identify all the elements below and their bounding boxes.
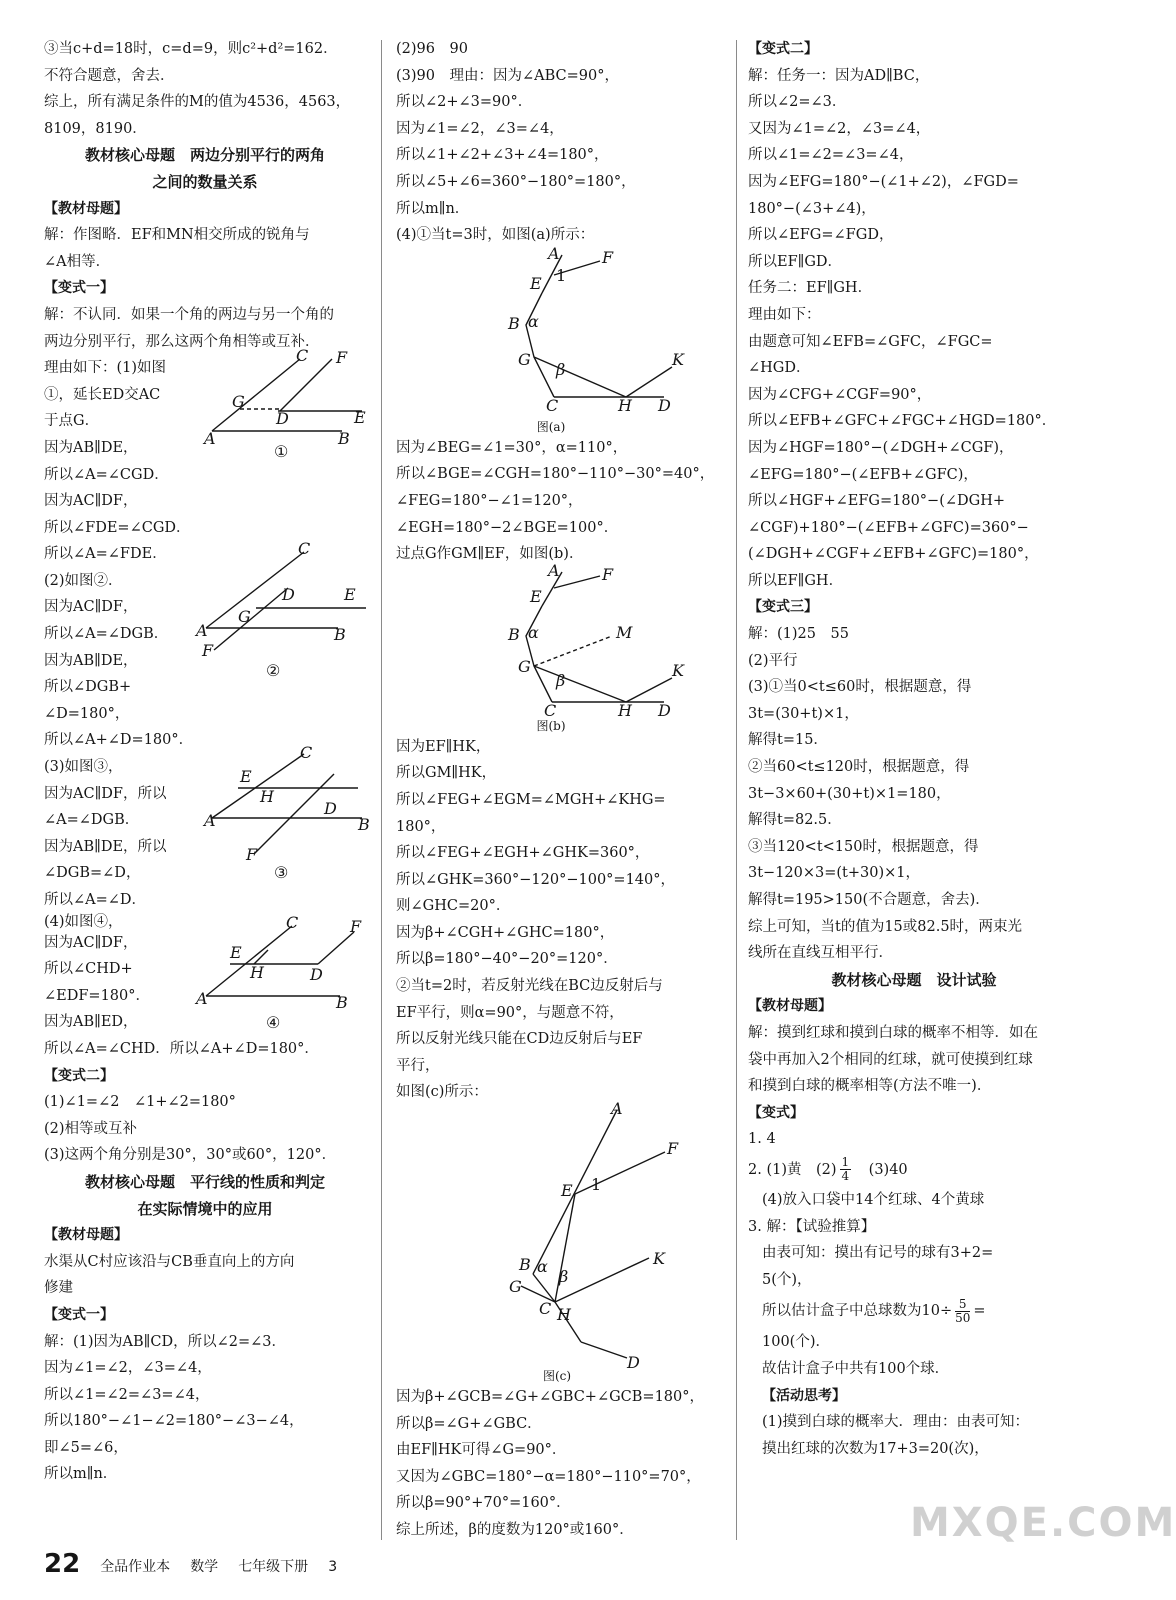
svg-text:E: E	[561, 1181, 573, 1201]
svg-text:C: C	[286, 912, 299, 932]
subsection-label: 【教材母题】	[748, 998, 832, 1015]
text-line: 解：(1)因为AB∥CD，所以∠2=∠3．	[44, 1333, 286, 1350]
svg-text:C: C	[539, 1299, 552, 1319]
text-line: 所以∠FEG+∠EGM=∠MGH+∠KHG=	[396, 791, 666, 808]
text-span: 2. (1)黄 (2)	[748, 1161, 837, 1178]
svg-text:F: F	[602, 247, 614, 267]
svg-text:E: E	[530, 586, 542, 606]
svg-text:α: α	[528, 622, 539, 642]
text-line: 因为∠EFG=180°−(∠1+∠2)，∠FGD=	[748, 173, 1019, 190]
column-middle	[396, 36, 726, 1544]
svg-text:D: D	[627, 1353, 640, 1373]
text-line: 因为AC∥DF，所以	[44, 785, 167, 802]
section-heading: 教材核心母题 两边分别平行的两角	[84, 146, 325, 165]
figure-block-4	[44, 914, 366, 1036]
text-line: 故估计盒子中共有100个球．	[762, 1360, 950, 1377]
svg-text:H: H	[557, 1305, 571, 1325]
text-line: 3t=(30+t)×1，	[748, 705, 859, 722]
text-line: (2)96 90	[396, 41, 468, 57]
grade-label: 七年级下册	[238, 1559, 309, 1575]
text-line: 水渠从C村应该沿与CB垂直向上的方向	[44, 1253, 295, 1270]
text-line: (3)如图③，	[44, 759, 123, 776]
text-line: 解得t=195>150(不合题意，舍去)．	[748, 892, 990, 908]
section-heading: 教材核心母题 设计试验	[831, 970, 997, 989]
svg-text:B: B	[334, 624, 346, 644]
text-line: ∠D=180°，	[44, 705, 130, 722]
text-line: 和摸到白球的概率相等(方法不唯一)．	[748, 1078, 992, 1095]
svg-text:A: A	[548, 243, 560, 263]
text-line: 所以∠2+∠3=90°．	[396, 94, 533, 111]
text-line: 综上，所有满足条件的M的值为4536，4563，	[44, 94, 351, 111]
text-line: 解：作图略．EF和MN相交所成的锐角与	[44, 227, 310, 244]
svg-text:A: A	[196, 988, 208, 1008]
text-line: 因为β+∠GCB=∠G+∠GBC+∠GCB=180°，	[396, 1389, 705, 1406]
text-line: 修建	[44, 1280, 73, 1297]
svg-text:1: 1	[591, 1175, 602, 1195]
figure-caption: 图(a)	[536, 419, 566, 434]
text-line: 所以∠EFG=∠FGD，	[748, 227, 894, 244]
text-line: ③当120<t<150时，根据题意，得	[748, 838, 979, 855]
text-line: 所以∠5+∠6=360°−180°=180°，	[396, 173, 636, 190]
svg-text:B: B	[508, 313, 520, 333]
text-line: 所以∠1=∠2=∠3=∠4，	[748, 147, 914, 164]
text-line: ∠A=∠DGB．	[44, 812, 140, 829]
svg-text:β: β	[559, 1267, 569, 1287]
svg-text:H: H	[250, 962, 264, 982]
text-line: 由题意可知∠EFB=∠GFC，∠FGC=	[748, 333, 993, 350]
text-line: ∠CGF)+180°−(∠EFB+∠GFC)=360°−	[748, 519, 1029, 536]
text-line: 因为∠1=∠2，∠3=∠4，	[396, 120, 564, 137]
text-line: 因为AC∥DF，	[44, 493, 138, 510]
text-line: 线所在直线互相平行．	[748, 945, 893, 962]
svg-text:G: G	[232, 392, 245, 412]
svg-text:H: H	[260, 787, 274, 807]
text-line: 180°，	[396, 818, 446, 835]
text-line: (3)这两个角分别是30°，30°或60°，120°．	[44, 1147, 337, 1164]
text-line: (1)摸到白球的概率大．理由：由表可知：	[762, 1414, 1030, 1431]
svg-text:β: β	[556, 359, 566, 379]
text-line: 8109，8190．	[44, 120, 147, 137]
text-line: (3)90 理由：因为∠ABC=90°，	[396, 67, 619, 84]
text-line: 袋中再加入2个相同的红球，就可使摸到红球	[748, 1051, 1033, 1068]
text-line: ∠EDF=180°．	[44, 987, 150, 1004]
svg-text:M: M	[616, 622, 633, 642]
subsection-label: 【教材母题】	[44, 1227, 128, 1244]
text-line: 因为∠1=∠2，∠3=∠4，	[44, 1360, 212, 1377]
svg-text:K: K	[653, 1249, 665, 1269]
svg-text:C: C	[300, 743, 313, 763]
text-line: 因为AB∥DE，	[44, 652, 138, 669]
text-line: 理由如下：	[748, 306, 821, 323]
svg-text:A: A	[204, 811, 216, 831]
svg-text:F: F	[667, 1139, 679, 1159]
text-line: 所以∠DGB+	[44, 679, 132, 696]
fraction-denominator: 50	[955, 1310, 971, 1325]
subsection-label: 【变式一】	[44, 1306, 114, 1323]
text-line: 理由如下：(1)如图	[44, 360, 167, 377]
svg-text:B: B	[336, 992, 348, 1012]
text-line: 解：(1)25 55	[748, 626, 849, 643]
svg-text:C: C	[544, 700, 557, 720]
page-number: 22	[44, 1549, 81, 1579]
text-line: 所以∠2=∠3．	[748, 94, 847, 111]
text-line: 综上所述，β的度数为120°或160°．	[396, 1522, 634, 1538]
text-line: ①，延长ED交AC	[44, 386, 161, 403]
text-line: 解得t=82.5．	[748, 812, 842, 829]
text-line: (2)平行	[748, 652, 798, 669]
svg-text:B: B	[508, 624, 520, 644]
text-line: 因为AB∥ED，	[44, 1014, 138, 1031]
svg-text:D: D	[324, 799, 337, 819]
svg-text:β: β	[556, 670, 566, 690]
text-line: 综上可知，当t的值为15或82.5时，两束光	[748, 918, 1023, 935]
page-footer	[44, 1546, 337, 1578]
text-line: 又因为∠GBC=180°−α=180°−110°=70°，	[396, 1468, 701, 1485]
text-line: (4)如图④，	[44, 913, 123, 930]
figure-2-diagram	[194, 538, 370, 682]
text-line: 所以β=∠G+∠GBC．	[396, 1415, 542, 1432]
column-divider-1	[381, 40, 382, 1540]
text-line: (2)相等或互补	[44, 1120, 138, 1137]
text-line: 所以∠A+∠D=180°．	[44, 732, 194, 749]
svg-text:E: E	[240, 767, 252, 787]
text-line: (2)如图②．	[44, 572, 123, 589]
text-line: 所以∠1=∠2=∠3=∠4，	[44, 1386, 210, 1403]
footer-number: 3	[328, 1559, 338, 1575]
fraction-numerator: 1	[841, 1155, 850, 1170]
svg-text:E: E	[530, 273, 542, 293]
svg-text:C: C	[296, 346, 309, 366]
section-heading: 教材核心母题 平行线的性质和判定	[84, 1172, 325, 1191]
book-title: 全品作业本	[100, 1559, 171, 1575]
text-line: ③当c+d=18时，c=d=9，则c²+d²=162．	[44, 41, 338, 57]
section-heading: 在实际情境中的应用	[137, 1199, 273, 1218]
svg-text:E: E	[230, 942, 242, 962]
svg-text:③: ③	[274, 863, 289, 883]
svg-text:B: B	[358, 815, 370, 835]
subsection-label: 【教材母题】	[44, 200, 128, 217]
text-line: 所以∠EFB+∠GFC+∠FGC+∠HGD=180°．	[748, 413, 1057, 430]
svg-text:H: H	[618, 700, 632, 720]
text-line: 1. 4	[748, 1131, 776, 1148]
text-line: 则∠GHC=20°．	[396, 898, 511, 915]
svg-text:A: A	[548, 560, 560, 580]
column-left	[44, 36, 370, 1488]
text-line: 所以m∥n．	[396, 200, 470, 217]
fraction-numerator: 5	[955, 1298, 970, 1312]
text-line: ∠DGB=∠D，	[44, 865, 141, 882]
text-line: 不符合题意，舍去．	[44, 67, 175, 84]
svg-text:F: F	[350, 916, 362, 936]
svg-text:B: B	[519, 1255, 531, 1275]
svg-text:G: G	[509, 1277, 522, 1297]
figure-block-1	[44, 346, 366, 568]
text-span: (3)40	[854, 1161, 908, 1178]
text-line: 所以反射光线只能在CD边反射后与EF	[396, 1031, 643, 1048]
text-line: ∠HGD．	[748, 360, 811, 377]
figure-1-diagram	[204, 346, 370, 462]
text-line: 解：摸到红球和摸到白球的概率不相等．如在	[748, 1024, 1038, 1041]
text-line-with-fraction	[748, 1153, 1080, 1187]
text-line: 所以∠FEG+∠EGH+∠GHK=360°，	[396, 845, 650, 862]
text-line: (3)①当0<t≤60时，根据题意，得	[748, 679, 972, 696]
text-line: 因为β+∠CGH+∠GHC=180°，	[396, 924, 615, 941]
svg-text:D: D	[658, 700, 671, 720]
svg-text:K: K	[672, 660, 684, 680]
text-line: 两边分别平行，那么这两个角相等或互补．	[44, 333, 320, 350]
text-line: 因为∠BEG=∠1=30°，α=110°，	[396, 439, 628, 456]
svg-text:②: ②	[266, 660, 281, 680]
subsection-label: 【变式】	[748, 1104, 804, 1121]
figure-b-diagram	[436, 560, 686, 720]
text-line: 所以180°−∠1−∠2=180°−∠3−∠4，	[44, 1413, 304, 1430]
text-line: 5(个)，	[762, 1271, 812, 1288]
text-line: 3. 解：【试验推算】	[748, 1218, 876, 1235]
text-line: (4)①当t=3时，如图(a)所示：	[396, 227, 595, 244]
figure-3-diagram	[204, 743, 370, 886]
svg-text:D: D	[310, 964, 323, 984]
svg-text:H: H	[618, 395, 632, 415]
column-divider-2	[736, 40, 737, 1540]
text-span: =	[973, 1303, 986, 1320]
subject-name: 数学	[190, 1559, 219, 1575]
text-line: 所以EF∥GH．	[748, 572, 844, 589]
text-line: 所以β=90°+70°=160°．	[396, 1495, 571, 1512]
section-heading: 之间的数量关系	[152, 172, 258, 191]
text-line: 所以m∥n．	[44, 1466, 118, 1483]
text-line: 所以∠A=∠CGD．	[44, 466, 169, 483]
subsection-label: 【变式一】	[44, 280, 114, 297]
text-line: 所以∠BGE=∠CGH=180°−110°−30°=40°，	[396, 466, 715, 483]
svg-text:α: α	[537, 1257, 548, 1277]
text-line: 又因为∠1=∠2，∠3=∠4，	[748, 120, 931, 137]
subsection-label: 【变式二】	[44, 1067, 114, 1084]
subsection-label: 【变式二】	[748, 41, 818, 57]
svg-text:D: D	[276, 409, 289, 429]
svg-text:1: 1	[556, 265, 567, 285]
text-line: 3t−120×3=(t+30)×1，	[748, 865, 921, 882]
svg-text:④: ④	[266, 1012, 281, 1032]
text-line: 因为AC∥DF，	[44, 599, 138, 616]
svg-text:A: A	[611, 1099, 623, 1119]
column-right	[748, 36, 1080, 1462]
text-line: 所以∠A=∠CHD．所以∠A+∠D=180°．	[44, 1040, 319, 1057]
figure-4-diagram	[194, 910, 370, 1032]
svg-text:K: K	[672, 349, 684, 369]
text-line: 所以∠FDE=∠CGD．	[44, 519, 191, 536]
text-line: 所以GM∥HK，	[396, 765, 497, 782]
text-line: 因为AB∥DE，所以	[44, 838, 167, 855]
text-line: 因为∠HGF=180°−(∠DGH+∠CGF)，	[748, 439, 1014, 456]
svg-text:G: G	[238, 606, 251, 626]
text-line: 因为AB∥DE，	[44, 439, 138, 456]
text-line: (∠DGH+∠CGF+∠EFB+∠GFC)=180°，	[748, 546, 1039, 563]
text-line: 解：不认同．如果一个角的两边与另一个角的	[44, 306, 334, 323]
figure-caption: 图(b)	[536, 718, 566, 733]
text-line: 所以∠A=∠D．	[44, 892, 147, 908]
text-line: 于点G．	[44, 413, 100, 430]
text-line: 解：任务一：因为AD∥BC，	[748, 67, 930, 84]
text-line: 由EF∥HK可得∠G=90°．	[396, 1442, 567, 1459]
text-line: 如图(c)所示：	[396, 1084, 488, 1101]
text-line: ∠FEG=180°−∠1=120°，	[396, 492, 583, 509]
text-line: 任务二：EF∥GH．	[748, 280, 873, 297]
svg-text:F: F	[202, 640, 214, 660]
svg-text:A: A	[196, 620, 208, 640]
svg-text:α: α	[528, 311, 539, 331]
watermark-logo: MXQE.COM	[910, 1500, 1176, 1546]
svg-text:F: F	[602, 564, 614, 584]
text-line: 因为∠CFG+∠CGF=90°，	[748, 386, 932, 403]
text-line: 所以∠CHD+	[44, 961, 133, 978]
text-line: 100(个)．	[762, 1334, 830, 1351]
svg-text:D: D	[658, 395, 671, 415]
subsection-label: 【变式三】	[748, 599, 818, 616]
text-line: 解得t=15．	[748, 732, 828, 749]
text-line: 因为EF∥HK，	[396, 738, 491, 755]
svg-text:C: C	[298, 538, 311, 558]
fraction	[840, 1156, 852, 1183]
text-line: 3t−3×60+(30+t)×1=180，	[748, 785, 951, 802]
text-line: ∠EGH=180°−2∠BGE=100°．	[396, 519, 619, 536]
text-line: 因为AC∥DF，	[44, 934, 138, 951]
text-line: 所以∠HGF+∠EFG=180°−(∠DGH+	[748, 493, 1005, 510]
text-line: ∠EFG=180°−(∠EFB+∠GFC)，	[748, 466, 978, 483]
svg-text:B: B	[338, 429, 350, 449]
text-line: 180°−(∠3+∠4)，	[748, 200, 876, 217]
text-line: 即∠5=∠6，	[44, 1439, 128, 1456]
text-line: ∠A相等．	[44, 253, 111, 270]
text-span: 所以估计盒子中总球数为10÷	[762, 1303, 953, 1320]
svg-text:C: C	[546, 395, 559, 415]
text-line: EF平行，则α=90°，与题意不符，	[396, 1004, 624, 1021]
text-line: 所以∠A=∠FDE．	[44, 546, 167, 563]
text-line: 摸出红球的次数为17+3=20(次)，	[762, 1440, 989, 1457]
svg-text:E: E	[344, 584, 356, 604]
text-line: ②当t=2时，若反射光线在BC边反射后与	[396, 978, 663, 995]
figure-a-diagram	[436, 243, 686, 419]
svg-text:G: G	[518, 349, 531, 369]
text-line: 所以∠A=∠DGB．	[44, 626, 169, 643]
svg-text:D: D	[282, 584, 295, 604]
text-line: 所以∠GHK=360°−120°−100°=140°，	[396, 871, 676, 888]
text-line: 所以EF∥GD．	[748, 253, 843, 270]
text-line-with-fraction	[748, 1293, 1080, 1329]
svg-text:G: G	[518, 656, 531, 676]
text-line: 平行，	[396, 1057, 440, 1074]
text-line: 由表可知：摸出有记号的球有3+2=	[762, 1245, 994, 1262]
text-line: (4)放入口袋中14个红球、4个黄球	[762, 1191, 985, 1208]
figure-block-3	[44, 743, 370, 914]
text-line: 过点G作GM∥EF，如图(b)．	[396, 546, 584, 563]
svg-text:E: E	[354, 408, 366, 428]
svg-text:①: ①	[274, 442, 289, 462]
text-line: ②当60<t≤120时，根据题意，得	[748, 759, 970, 776]
svg-text:F: F	[246, 845, 258, 865]
subsection-label: 【活动思考】	[762, 1387, 846, 1404]
text-line: 所以β=180°−40°−20°=120°．	[396, 951, 618, 968]
figure-c-diagram	[431, 1099, 691, 1373]
svg-text:F: F	[336, 348, 348, 368]
fraction	[955, 1298, 970, 1325]
figure-caption: 图(c)	[542, 1369, 572, 1384]
text-line: 所以∠1+∠2+∠3+∠4=180°，	[396, 147, 609, 164]
svg-text:A: A	[204, 429, 216, 449]
text-line: (1)∠1=∠2 ∠1+∠2=180°	[44, 1094, 236, 1111]
fraction-denominator: 4	[841, 1169, 850, 1184]
